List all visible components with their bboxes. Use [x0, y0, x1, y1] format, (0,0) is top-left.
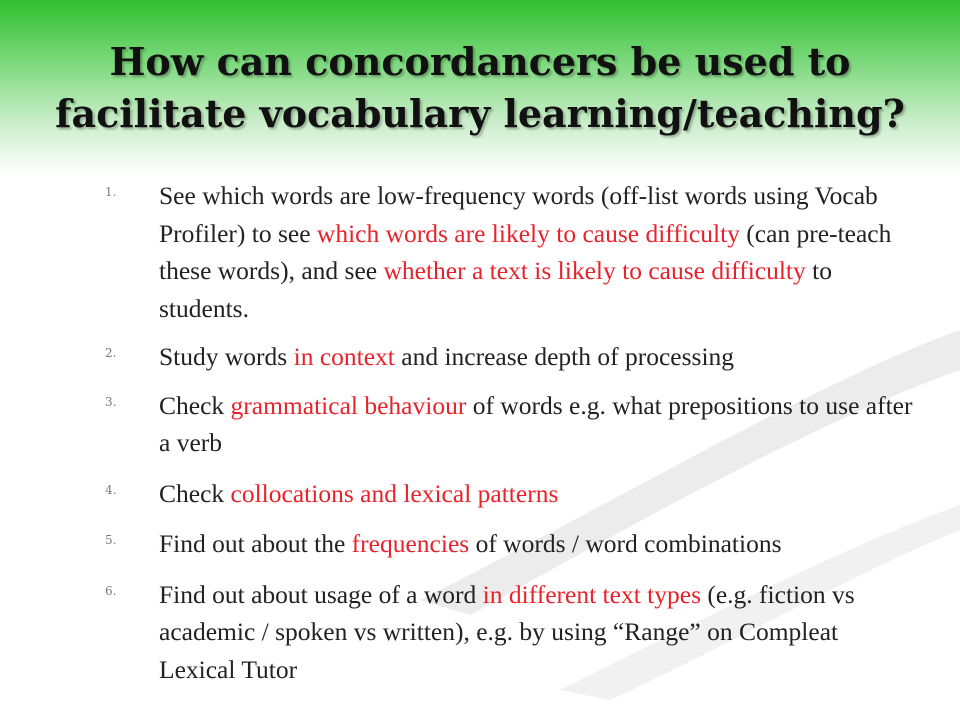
highlighted-text: in context — [293, 342, 395, 371]
highlighted-text: collocations and lexical patterns — [230, 478, 559, 508]
list-number: 1. — [105, 185, 117, 199]
text-segment: Check — [159, 478, 231, 508]
text-segment: (e.g. fiction vs academic / spoken vs written), e.g. by using “Range” on Compleat Lexical Tutor — [159, 579, 855, 684]
title-line-1: How can concordancers be used to — [109, 39, 851, 84]
text-segment: (can pre-teach these words), and see — [159, 218, 892, 285]
list-number: 3. — [105, 394, 117, 409]
slide-title — [40, 36, 920, 140]
list-item — [96, 387, 916, 462]
list-item-text — [159, 475, 916, 513]
text-segment: to students. — [159, 256, 832, 323]
list-number: 2. — [105, 346, 117, 360]
text-segment: Find out about the — [159, 529, 352, 558]
highlighted-text: grammatical behaviour — [230, 390, 467, 420]
numbered-list — [96, 177, 916, 688]
list-number: 5. — [105, 533, 117, 547]
list-item-text — [159, 525, 916, 563]
text-segment: Find out about usage of a word — [159, 579, 483, 609]
text-segment: Check — [159, 390, 231, 420]
text-segment: of words / word combinations — [469, 529, 782, 558]
list-item-text — [159, 338, 916, 376]
title-line-2: facilitate vocabulary learning/teaching? — [55, 91, 905, 136]
list-item — [96, 475, 916, 513]
text-segment: of words e.g. what prepositions to use after a verb — [159, 390, 913, 457]
text-segment: Study words — [159, 342, 294, 371]
list-item-text — [159, 387, 916, 462]
highlighted-text: whether a text is likely to cause difficulty — [383, 256, 806, 285]
list-item-text — [159, 576, 916, 689]
text-segment: See which words are low-frequency words (off-list words using Vocab Profiler) to see — [159, 181, 878, 248]
list-item — [96, 177, 916, 327]
highlighted-text: which words are likely to cause difficulty — [316, 218, 740, 248]
list-item — [96, 576, 916, 689]
list-number: 6. — [105, 583, 117, 598]
list-number: 4. — [105, 482, 117, 497]
highlighted-text: frequencies — [351, 529, 470, 558]
list-item-text — [159, 177, 916, 327]
text-segment: and increase depth of processing — [394, 342, 735, 371]
highlighted-text: in different text types — [482, 579, 701, 609]
list-item — [96, 525, 916, 563]
list-item — [96, 338, 916, 376]
